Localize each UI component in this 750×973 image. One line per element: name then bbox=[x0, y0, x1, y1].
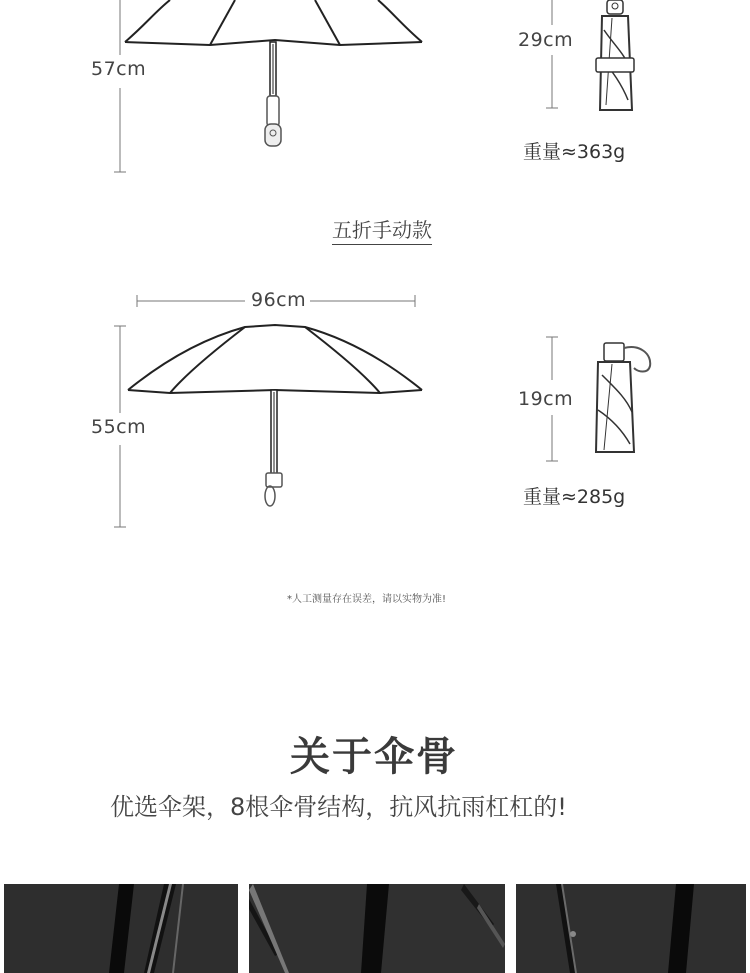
section-subtitle: 优选伞架，8根伞骨结构，抗风抗雨杠杠的! bbox=[110, 793, 567, 821]
height-dimension-line-top bbox=[113, 0, 127, 175]
photo-rib-closeup-2 bbox=[249, 884, 505, 973]
section-title: 关于伞骨 bbox=[290, 734, 458, 780]
height-label-top: 57cm bbox=[91, 58, 147, 80]
model-title-five-fold: 五折手动款 bbox=[332, 218, 432, 245]
measurement-note: *人工测量存在误差，请以实物为准! bbox=[287, 594, 447, 605]
photo-rib-closeup-1 bbox=[4, 884, 238, 973]
folded-length-label-top: 29cm bbox=[518, 29, 574, 51]
weight-label-top: 重量≈363g bbox=[523, 141, 626, 163]
width-label: 96cm bbox=[251, 289, 307, 311]
folded-length-label: 19cm bbox=[518, 388, 574, 410]
height-label: 55cm bbox=[91, 416, 147, 438]
open-umbrella-illustration-top bbox=[110, 0, 440, 180]
folded-umbrella-illustration-top bbox=[592, 0, 642, 120]
folded-length-dimension-line-top bbox=[543, 0, 563, 112]
open-umbrella-illustration bbox=[125, 320, 425, 515]
folded-umbrella-illustration bbox=[590, 340, 660, 458]
weight-label: 重量≈285g bbox=[523, 486, 626, 508]
photo-rib-closeup-3 bbox=[516, 884, 746, 973]
